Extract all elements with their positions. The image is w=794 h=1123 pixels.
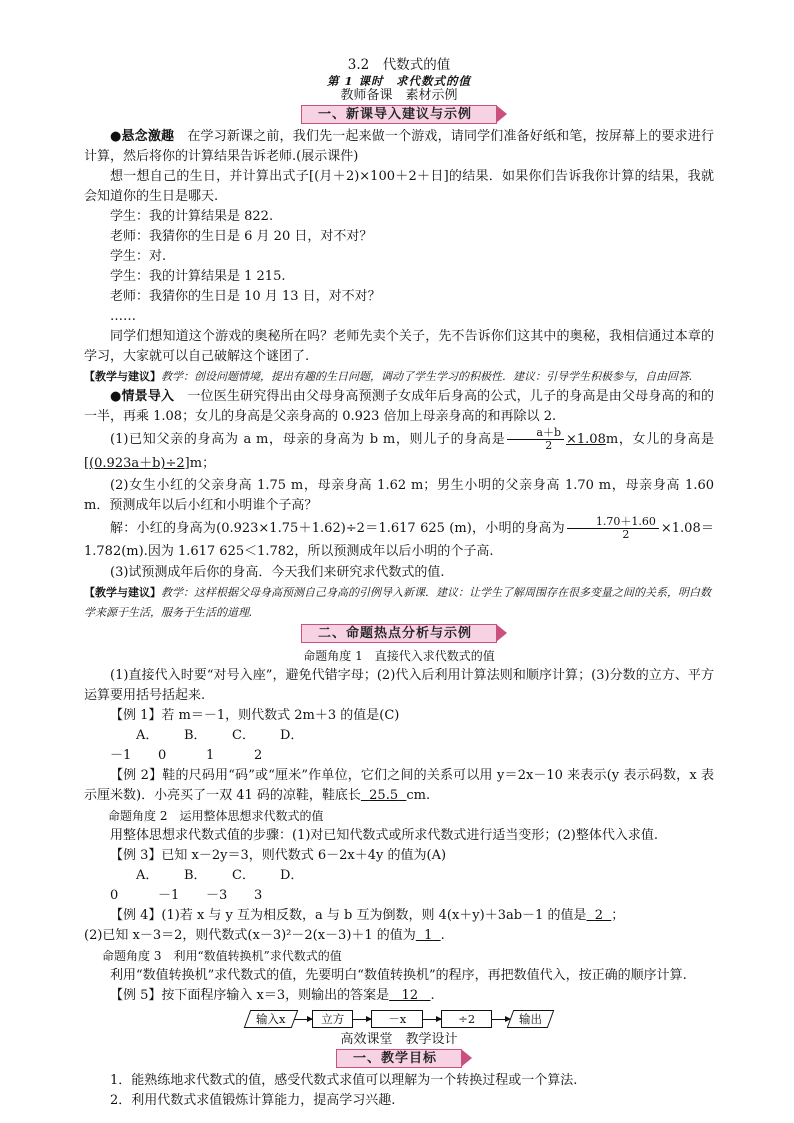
- answer-text: 25.5: [369, 788, 399, 803]
- proposition-angle: 命题角度 2 运用整体思想求代数式的值: [108, 809, 324, 823]
- example-3: 【例 3】已知 x－2y＝3，则代数式 6－2x＋4y 的值为(A): [110, 848, 447, 863]
- flow-step-minus-x: －x: [371, 1010, 423, 1028]
- option: D．2: [254, 728, 304, 763]
- option: C．1: [206, 728, 255, 763]
- example-text: (2)已知 x－3＝2，则代数式(x－3)²－2(x－3)＋1 的值为: [84, 928, 416, 943]
- option: C．－3: [206, 868, 255, 903]
- dialog-line: 学生：对.: [110, 249, 167, 264]
- fraction-denominator: 2: [622, 528, 630, 541]
- note-label: 【教学与建议】: [84, 586, 161, 599]
- paragraph-text: 在学习新课之前，我们先一起来做一个游戏，请同学们准备好纸和笔，按屏幕上的要求进行计算，然后将你的计算结果告诉老师.(展示课件): [84, 129, 714, 164]
- option: A．－1: [110, 728, 159, 763]
- goal-item: 1．能熟练地求代数式的值，感受代数式求值可以理解为一个转换过程或一个算法.: [110, 1073, 578, 1088]
- document-page: [84, 56, 714, 1111]
- example-text: 【例 5】按下面程序输入 x＝3，则输出的答案是: [110, 988, 390, 1003]
- goal-item: 2．利用代数式求值锻炼计算能力，提高学习兴趣.: [110, 1093, 396, 1108]
- answer-text: 1: [424, 928, 433, 943]
- section-banner: 二、命题热点分析与示例: [301, 624, 497, 643]
- dialog-line: 老师：我猜你的生日是 10 月 13 日，对不对？: [110, 289, 381, 304]
- arrow-icon: [294, 1019, 312, 1020]
- lesson-title: 第 1 课时 求代数式的值: [326, 74, 471, 88]
- solution: [84, 516, 714, 563]
- paragraph: 想一想自己的生日，并计算出式子[(月＋2)×100＋2＋日]的结果．如果你们告诉我你计算的结果，我就会知道你的生日是哪天.: [84, 169, 714, 204]
- example-2: [84, 766, 714, 806]
- paragraph-lead: ●情景导入: [110, 389, 175, 404]
- option: A．0: [110, 868, 159, 903]
- answer-blank: [505, 426, 606, 452]
- fraction: [507, 427, 564, 452]
- example-text: cm.: [406, 788, 431, 803]
- paragraph: (1)直接代入时要“对号入座”，避免代错字母；(2)代入后利用计算法则和顺序计算；(3)分数的立方、平方运算要用括号括起来.: [84, 668, 714, 703]
- solution-text: 解：小红的身高为(0.923×1.75＋1.62)÷2＝1.617 625 (m)，小明的身高为: [110, 521, 565, 536]
- flowchart: [84, 1008, 714, 1030]
- proposition-angle: 命题角度 3 利用“数值转换机”求代数式的值: [102, 949, 342, 963]
- question-text: m；: [189, 456, 216, 471]
- example-5: 【例 5】按下面程序输入 x＝3，则输出的答案是 12 .: [110, 988, 435, 1003]
- paragraph: 用整体思想求代数式值的步骤：(1)对已知代数式或所求代数式进行适当变形；(2)整体代入求值.: [110, 828, 658, 843]
- question-2: (2)女生小红的父亲身高 1.75 m，母亲身高 1.62 m；男生小明的父亲身高 1.70 m，母亲身高 1.60 m．预测成年以后小红和小明谁个子高？: [84, 478, 714, 513]
- section1-banner-wrap: [84, 105, 714, 125]
- fraction-numerator: 1.70＋1.60: [567, 516, 659, 529]
- dialog-line: 学生：我的计算结果是 1 215.: [110, 269, 286, 284]
- section-banner: 一、教学目标: [336, 1049, 462, 1068]
- arrow-icon: [423, 1019, 441, 1020]
- dialog-line: 老师：我猜你的生日是 6 月 20 日，对不对？: [110, 229, 373, 244]
- arrow-icon: [353, 1019, 371, 1020]
- flow-input: [243, 1010, 297, 1028]
- answer-blank: [(0.923a＋b)÷2]: [84, 456, 190, 471]
- flow-step-divide: ÷2: [441, 1010, 492, 1028]
- example-text: 【例 4】(1)若 x 与 y 互为相反数，a 与 b 互为倒数，则 4(x＋y)＋3ab－1 的值是: [110, 908, 587, 923]
- example-4-part2: (2)已知 x－3＝2，则代数式(x－3)²－2(x－3)＋1 的值为 1 .: [84, 928, 445, 943]
- answer-blank: [389, 988, 430, 1003]
- section2-banner-wrap: [84, 624, 714, 644]
- dialog-line: 学生：我的计算结果是 822.: [110, 209, 274, 224]
- paragraph: [84, 387, 714, 427]
- option: B．－1: [158, 868, 207, 903]
- flow-label: 输出: [519, 1012, 543, 1026]
- flow-step-cube: 立方: [312, 1010, 353, 1028]
- solution-text: ×1.08＝1.782(m).因为 1.617 625＜1.782，所以预测成年以后小明的个子高.: [84, 521, 714, 559]
- answer-text: 12: [401, 988, 419, 1003]
- paragraph-text: 一位医生研究得出由父母身高预测子女成年后身高的公式，儿子的身高是由父母身高的和的一半，再乘 1.08；女儿的身高是父亲身高的 0.923 倍加上母亲身高的和再除以 2.: [84, 389, 714, 424]
- question-1: [84, 427, 714, 476]
- paragraph: 利用“数值转换机”求代数式的值，先要明白“数值转换机”的程序，再把数值代入，按正确的顺序计算.: [110, 968, 687, 983]
- page-title: 3.2 代数式的值: [347, 57, 451, 73]
- note-text: 教学：这样根据父母身高预测自己身高的引例导入新课．建议：让学生了解周围存在很多变量之间的关系，明白数学来源于生活，服务于生活的道理.: [84, 586, 711, 619]
- teaching-note: [84, 583, 714, 623]
- flow-label: 输入x: [255, 1012, 286, 1026]
- fraction-denominator: 2: [545, 439, 553, 452]
- example-1: 【例 1】若 m＝－1，则代数式 2m＋3 的值是(C): [110, 708, 400, 723]
- paragraph: 同学们想知道这个游戏的奥秘所在吗？老师先卖个关子，先不告诉你们这其中的奥秘，我相信通过本章的学习，大家就可以自己破解这个谜团了.: [84, 329, 714, 364]
- note-label: 【教学与建议】: [84, 370, 161, 383]
- answer-blank: [416, 928, 441, 943]
- teaching-note: [84, 367, 714, 387]
- option: B．0: [158, 728, 207, 763]
- answer-blank: [361, 788, 406, 803]
- example-1-options: [84, 726, 714, 766]
- paragraph-lead: ●悬念激趣: [110, 129, 175, 144]
- question-text: m，女儿的身高是: [605, 432, 715, 447]
- example-text: 【例 2】鞋的尺码用“码”或“厘米”作单位，它们之间的关系可以用 y＝2x－10 来表示(y 表示码数，x 表示厘米数)．小亮买了一双 41 码的凉鞋，鞋底长: [84, 768, 714, 803]
- fraction: [567, 516, 659, 541]
- section-heading: 高效课堂 教学设计: [340, 1032, 458, 1047]
- answer-text: 2: [594, 908, 604, 923]
- fraction-numerator: a＋b: [507, 427, 564, 440]
- example-3-options: [84, 866, 714, 906]
- section3-banner-wrap: [84, 1049, 714, 1069]
- paragraph: [84, 127, 714, 167]
- answer-text: ×1.08: [566, 432, 606, 447]
- example-4: 【例 4】(1)若 x 与 y 互为相反数，a 与 b 互为倒数，则 4(x＋y)＋3ab－1 的值是 2 ；: [110, 908, 625, 923]
- dialog-line: ……: [110, 309, 136, 324]
- proposition-angle: 命题角度 1 直接代入求代数式的值: [303, 649, 495, 663]
- option: D．3: [254, 868, 304, 903]
- question-text: (1)已知父亲的身高为 a m，母亲的身高为 b m，则儿子的身高是: [110, 432, 506, 447]
- arrow-icon: [492, 1019, 510, 1020]
- note-text: 教学：创设问题情境，提出有趣的生日问题，调动了学生学习的积极性．建议：引导学生积极参与，自由回答.: [161, 370, 693, 383]
- section-banner: 一、新课导入建议与示例: [301, 105, 497, 124]
- question-3: (3)试预测成年后你的身高．今天我们来研究求代数式的值.: [110, 565, 445, 580]
- subtitle: 教师备课 素材示例: [340, 88, 458, 103]
- flow-output: [507, 1010, 555, 1028]
- answer-blank: [586, 908, 611, 923]
